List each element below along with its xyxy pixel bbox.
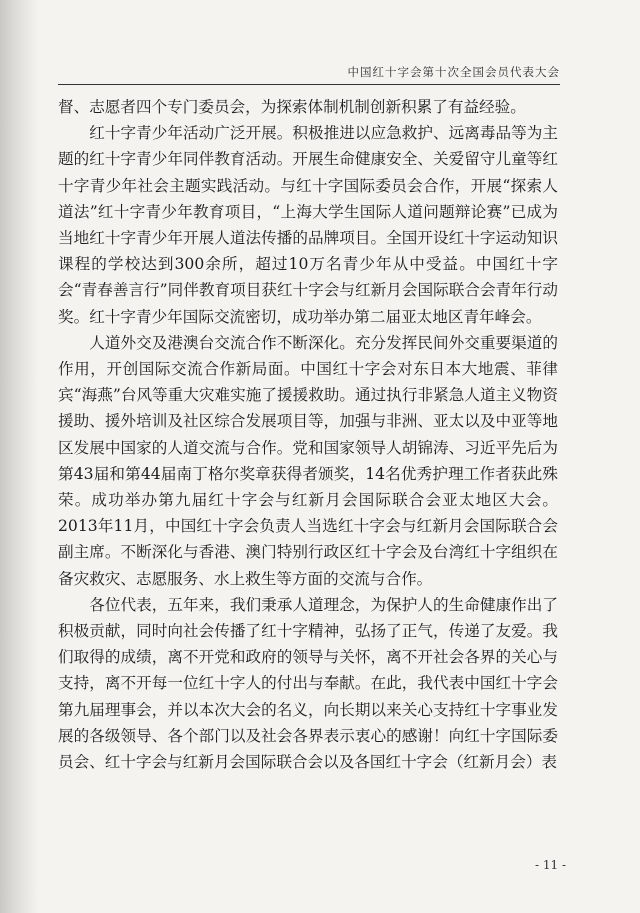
paragraph-acknowledgements: 各位代表，五年来，我们秉承人道理念，为保护人的生命健康作出了积极贡献，同时向社会传播了红十字精神，弘扬了正气，传递了友爱。我们取得的成绩，离不开党和政府的领导与关怀，离不开社会各界的关心与支持，离不开每一位红十字人的付出与奉献。在此，我代表中国红十字会第九届理事会，并以本次大会的名义，向长期以来关心支持红十字事业发展的各级领导、各个部门以及社会各界表示衷心的感谢！向红十字国际委员会、红十字会与红新月会国际联合会以及各国红十字会（红新月会）表 [58, 595, 558, 772]
paragraph-continuation: 督、志愿者四个专门委员会，为探索体制机制创新积累了有益经验。 [58, 98, 526, 116]
paragraph-youth-activities: 红十字青少年活动广泛开展。积极推进以应急救护、远离毒品等为主题的红十字青少年同伴教育活动。开展生命健康安全、关爱留守儿童等红十字青少年社会主题实践活动。与红十字国际委员会合作，开展“探索人道法”红十字青少年教育项目，“上海大学生国际人道问题辩论赛”已成为当地红十字青少年开展人道法传播的品牌项目。全国开设红十字运动知识课程的学校达到300余所，超过10万名青少年从中受益。中国红十字会“青春善言行”同伴教育项目获红十字会与红新月会国际联合会青年行动奖。红十字青少年国际交流密切，成功举办第二届亚太地区青年峰会。 [58, 124, 558, 326]
page-number: - 11 - [534, 858, 566, 872]
body-text [58, 94, 558, 775]
paragraph-humanitarian-diplomacy: 人道外交及港澳台交流合作不断深化。充分发挥民间外交重要渠道的作用，开创国际交流合作新局面。中国红十字会对东日本大地震、菲律宾“海燕”台风等重大灾难实施了援援救助。通过执行非紧急人道主义物资援助、援外培训及社区综合发展项目等，加强与非洲、亚太以及中亚等地区发展中国家的人道交流与合作。党和国家领导人胡锦涛、习近平先后为第43届和第44届南丁格尔奖章获得者颁奖，14名优秀护理工作者获此殊荣。成功举办第九届红十字会与红新月会国际联合会亚太地区大会。2013年11月，中国红十字会负责人当选红十字会与红新月会国际联合会副主席。不断深化与香港、澳门特别行政区红十字会及台湾红十字组织在备灾救灾、志愿服务、水上救生等方面的交流与合作。 [58, 333, 558, 588]
scan-edge-shadow [0, 0, 38, 913]
header-title: 中国红十字会第十次全国会员代表大会 [347, 65, 560, 79]
running-header [58, 56, 560, 85]
